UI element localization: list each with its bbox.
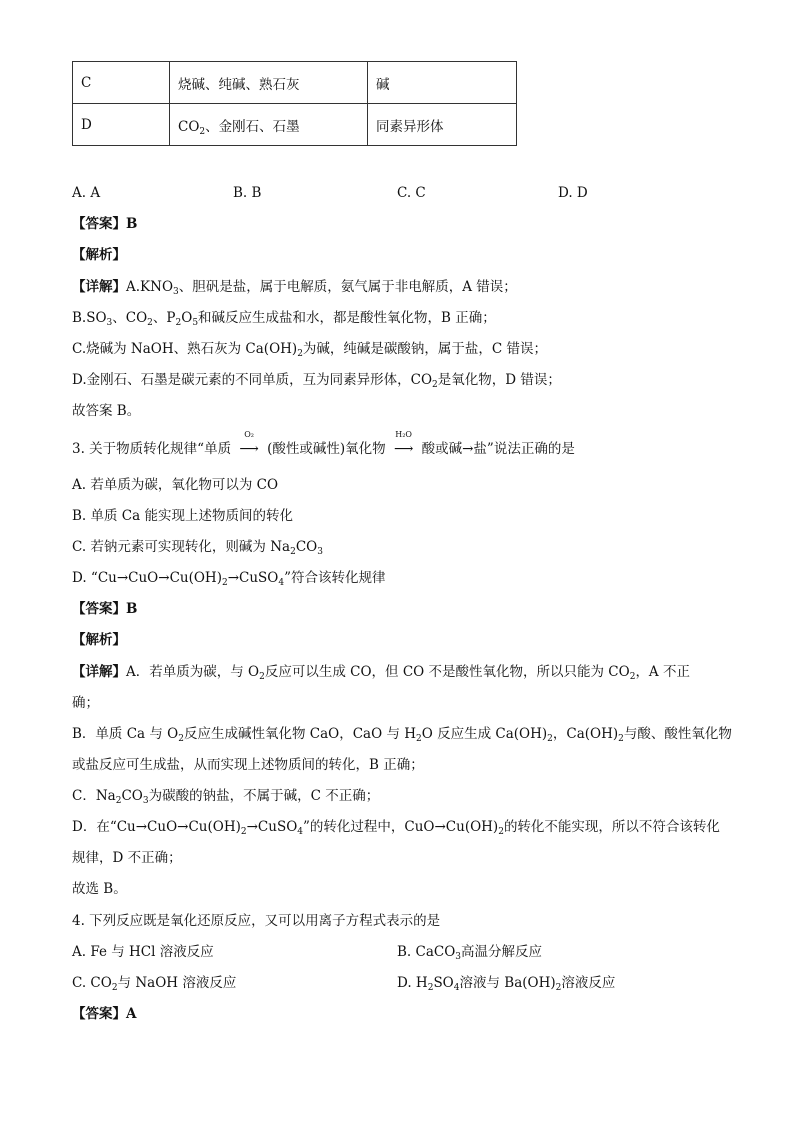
q4-option-d: D. $H_2SO_4$溶液与 $Ba(OH)_2$溶液反应 (397, 975, 616, 993)
q3-option-d: D. “$Cu\to CuO\to Cu(OH)_2\to CuSO_4$”符合该转化规律 (72, 570, 386, 588)
q2-conclusion: 故答案 B。 (72, 403, 141, 419)
q2-detail-line-2: $B.SO_3$、$CO_2$、$P_2O_5$和碱反应生成盐和水，都是酸性氧化物，B 正确； (72, 310, 496, 328)
q4-option-c: C. $CO_2$与 NaOH 溶液反应 (72, 975, 237, 993)
table-cell-substances: $CO_2$、金刚石、石墨 (170, 104, 368, 146)
q2-option-d: D. D (558, 185, 588, 201)
q3-detail-c: C．$Na_2CO_3$为碳酸的钠盐，不属于碱，C 不正确； (72, 788, 380, 806)
q3-detail-a-2: 确； (72, 695, 99, 711)
table-cell-category: 碱 (368, 62, 517, 104)
table-cell-label: D (73, 104, 170, 146)
arrow-o2-icon: O₂ ⟶ (239, 430, 259, 457)
arrow-h2o-icon: H₂O ⟶ (393, 430, 414, 457)
q2-analysis-heading: 【解析】 (72, 247, 126, 263)
q3-detail-b-2: 或盐反应可生成盐，从而实现上述物质间的转化，B 正确； (72, 757, 424, 773)
table-cell-category: 同素异形体 (368, 104, 517, 146)
q2-option-a: A. A (72, 185, 101, 201)
table-row (73, 62, 517, 104)
table-row (73, 104, 517, 146)
q3-detail-d-2: 规律，D 不正确； (72, 850, 182, 866)
q2-option-b: B. B (233, 185, 262, 201)
q3-detail-b-1: B．单质 Ca 与 $O_2$反应生成碱性氧化物 CaO，CaO 与 $H_2O$ 反应生成 $Ca(OH)_2$，$Ca(OH)_2$与酸、酸性氧化物 (72, 726, 732, 744)
table-cell-substances: 烧碱、纯碱、熟石灰 (170, 62, 368, 104)
q2-detail-line-3: C.烧碱为 NaOH、熟石灰为 $Ca(OH)_2$为碱，纯碱是碳酸钠，属于盐，C 错误； (72, 341, 548, 359)
q3-detail-d-1: D．在“$Cu\to CuO\to Cu(OH)_2\to CuSO_4$”的转化过程中，$CuO\to Cu(OH)_2$的转化不能实现，所以不符合该转化 (72, 819, 720, 837)
table-cell-label: C (73, 62, 170, 104)
q3-option-a: A. 若单质为碳，氧化物可以为 CO (72, 477, 279, 493)
q3-detail-a-1: 【详解】A．若单质为碳，与 $O_2$反应可以生成 CO，但 CO 不是酸性氧化物，所以只能为 $CO_2$，A 不正 (72, 664, 690, 682)
q2-detail-line-4: D.金刚石、石墨是碳元素的不同单质，互为同素异形体，$CO_2$是氧化物，D 错误； (72, 372, 561, 390)
q2-detail-line-1: 【详解】$A.KNO_3$、胆矾是盐，属于电解质，氨气属于非电解质，A 错误； (72, 279, 517, 297)
q2-answer: 【答案】B (72, 216, 138, 232)
q3-stem: 3. 关于物质转化规律“单质 O₂ ⟶ (酸性或碱性)氧化物 H₂O ⟶ 酸或碱→盐”说法正确的是 (72, 430, 575, 457)
q3-option-c: C. 若钠元素可实现转化，则碱为 $Na_2CO_3$ (72, 539, 323, 557)
classification-table (72, 61, 517, 146)
q3-analysis-heading: 【解析】 (72, 632, 126, 648)
q4-option-a: A. Fe 与 HCl 溶液反应 (72, 944, 214, 960)
q3-option-b: B. 单质 Ca 能实现上述物质间的转化 (72, 508, 293, 524)
q2-option-c: C. C (397, 185, 426, 201)
q3-answer: 【答案】B (72, 601, 138, 617)
q3-conclusion: 故选 B。 (72, 881, 127, 897)
q4-option-b: B. CaCO$_3$高温分解反应 (397, 944, 543, 962)
q4-stem: 4. 下列反应既是氧化还原反应，又可以用离子方程式表示的是 (72, 913, 441, 929)
q4-answer: 【答案】A (72, 1006, 137, 1022)
